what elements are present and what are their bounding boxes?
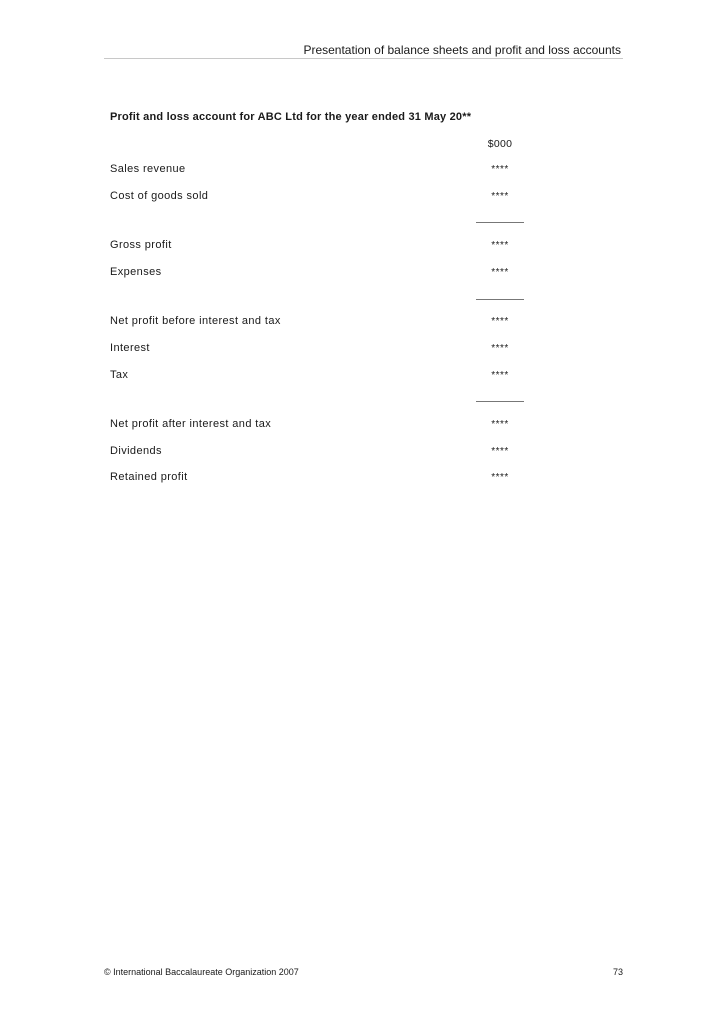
row-label-dividends: Dividends [110, 445, 162, 457]
row-value-expenses: **** [491, 267, 509, 278]
subtotal-rule [476, 299, 524, 300]
subtotal-rule [476, 401, 524, 402]
page-number: 73 [612, 967, 623, 977]
row-value-retained-profit: **** [491, 472, 509, 483]
row-value-tax: **** [491, 370, 509, 381]
row-value-sales-revenue: **** [491, 164, 509, 175]
row-value-gross-profit: **** [491, 240, 509, 251]
row-label-gross-profit: Gross profit [110, 239, 172, 251]
footer-copyright: © International Baccalaureate Organization 2007 [104, 967, 299, 977]
row-label-net-profit-before-interest-and-tax: Net profit before interest and tax [110, 315, 281, 327]
row-label-cost-of-goods-sold: Cost of goods sold [110, 190, 209, 202]
header-rule [104, 58, 623, 59]
unit-heading: $000 [487, 138, 513, 150]
row-label-net-profit-after-interest-and-tax: Net profit after interest and tax [110, 418, 272, 430]
row-value-interest: **** [491, 343, 509, 354]
running-header: Presentation of balance sheets and profit and loss accounts [303, 43, 621, 57]
row-label-sales-revenue: Sales revenue [110, 163, 186, 175]
row-value-cost-of-goods-sold: **** [491, 191, 509, 202]
row-label-interest: Interest [110, 342, 150, 354]
row-value-net-profit-before-interest-and-tax: **** [491, 316, 509, 327]
subtotal-rule [476, 222, 524, 223]
row-label-retained-profit: Retained profit [110, 471, 188, 483]
statement-title: Profit and loss account for ABC Ltd for the year ended 31 May 20** [110, 111, 472, 123]
row-value-dividends: **** [491, 446, 509, 457]
row-label-expenses: Expenses [110, 266, 162, 278]
row-value-net-profit-after-interest-and-tax: **** [491, 419, 509, 430]
row-label-tax: Tax [110, 369, 129, 381]
